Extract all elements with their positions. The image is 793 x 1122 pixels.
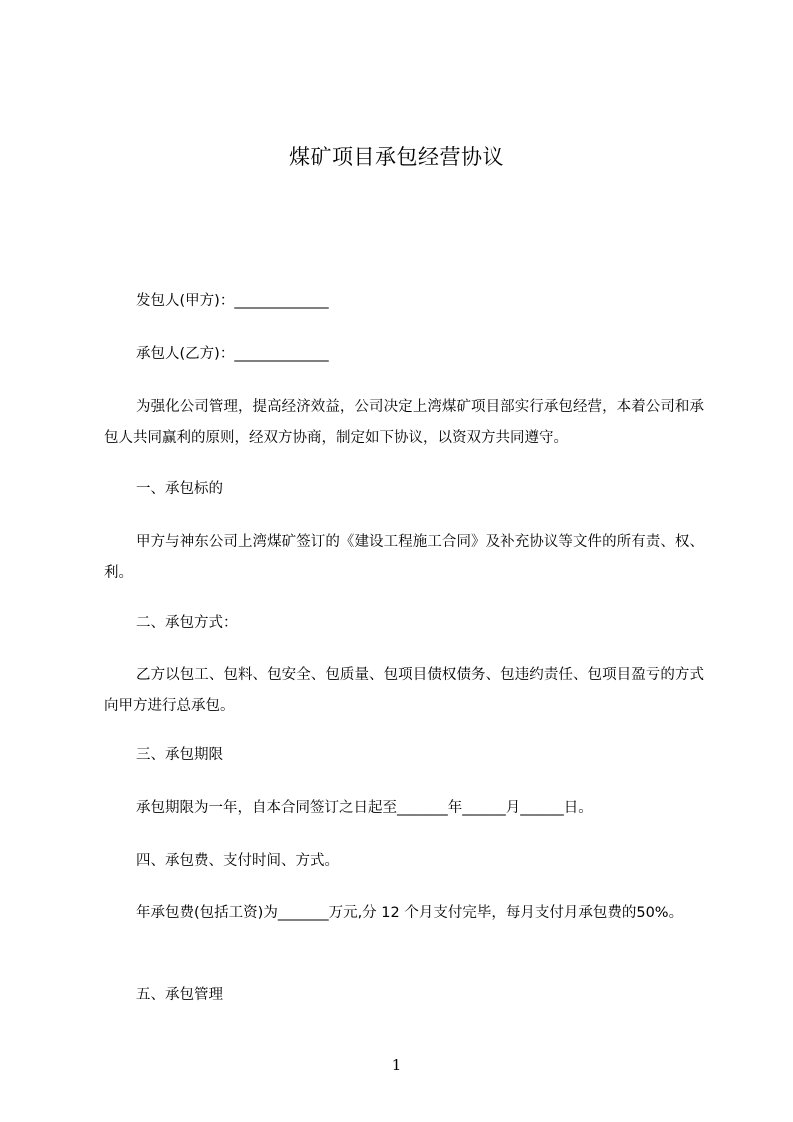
preamble-paragraph: 为强化公司管理，提高经济效益，公司决定上湾煤矿项目部实行承包经营，本着公司和承包人共同赢利的原则，经双方协商，制定如下协议，以资双方共同遵守。	[104, 399, 704, 446]
party-a-line: 发包人(甲方)：_____________	[136, 293, 329, 309]
section-1-heading: 一、承包标的	[136, 481, 223, 497]
section-3-body: 承包期限为一年，自本合同签订之日起至_______年______月______日。	[136, 800, 593, 816]
section-4-body: 年承包费(包括工资)为_______万元,分 12 个月支付完毕，每月支付月承包费的50%。	[136, 905, 684, 921]
document-title: 煤矿项目承包经营协议	[289, 145, 504, 169]
section-1-body: 甲方与神东公司上湾煤矿签订的《建设工程施工合同》及补充协议等文件的所有责、权、利。	[104, 534, 704, 581]
section-2-heading: 二、承包方式：	[136, 615, 238, 631]
section-3-heading: 三、承包期限	[136, 747, 223, 763]
party-b-line: 承包人(乙方)：_____________	[136, 346, 329, 362]
page-number: 1	[391, 1056, 402, 1074]
section-5-heading: 五、承包管理	[136, 987, 223, 1003]
section-4-heading: 四、承包费、支付时间、方式。	[136, 853, 339, 869]
section-2-body: 乙方以包工、包料、包安全、包质量、包项目债权债务、包违约责任、包项目盈亏的方式向甲方进行总承包。	[104, 667, 704, 714]
